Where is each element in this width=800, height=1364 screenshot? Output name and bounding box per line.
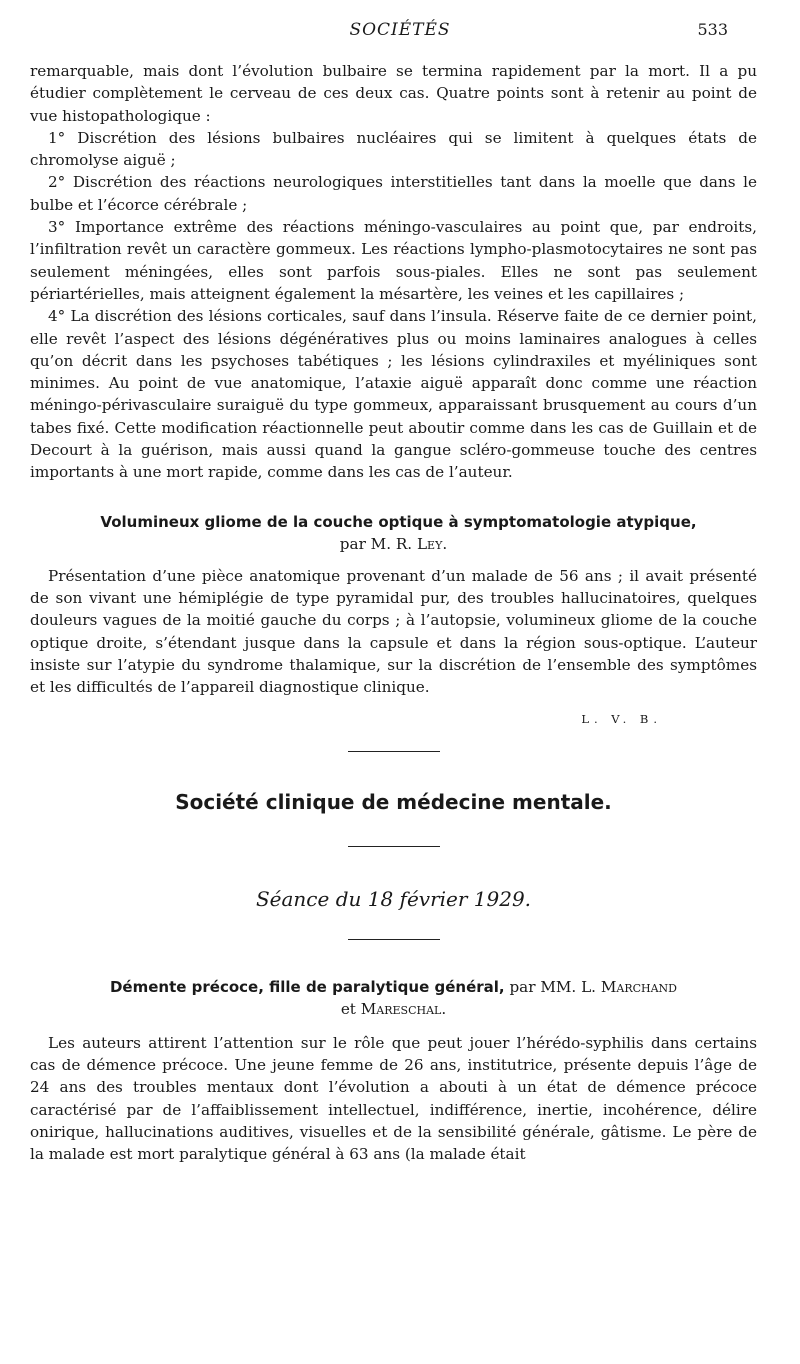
- page-number: 533: [697, 20, 728, 39]
- article-title: Démente précoce, fille de paralytique général,: [109, 977, 505, 996]
- finding-point-4: 4° La discrétion des lésions corticales, sauf dans l’insula. Réserve faite de ce dernier point, elle revêt l’aspect des lésions dégénératives plus ou moins laminaires analogues à celles qu’on décrit dans les psychoses tabétiques ; les lésions cylindraxiles et myéliniques sont minimes. Au point de vue anatomique, l’ataxie aiguë apparaît donc comme une réaction méningo-périvasculaire suraiguë du type gommeux, apparaissant brusquement au cours d’un tabes fixé. Cette modification réactionnelle peut aboutir comme dans les cas de Guillain et de Decourt à la guérison, mais aussi quand la gangue scléro-gommeuse touche des centres importants à une mort rapide, comme dans les cas de l’auteur.: [30, 307, 757, 482]
- running-title: SOCIÉTÉS: [349, 20, 451, 40]
- finding-point-3: 3° Importance extrême des réactions méningo-vasculaires au point que, par endroits, l’infiltration revêt un caractère gommeux. Les réactions lympho-plasmotocytaires ne sont pas seulement méningées, elles sont parfois sous-piales. Elles ne sont pas seulement périartérielles, mais atteignent également la mésartère, les veines et les capillaires ;: [30, 218, 757, 303]
- article-byline: [30, 533, 757, 555]
- author-name: Mareschal.: [360, 999, 447, 1018]
- byline-joiner: et: [340, 999, 361, 1018]
- article-body: Les auteurs attirent l’attention sur le rôle que peut jouer l’hérédo-syphilis dans certains cas de démence précoce. Une jeune femme de 26 ans, institutrice, présente depuis l’âge de 24 ans des troubles mentaux dont l’évolution a abouti à un état de démence précoce caractérisé par de l’affaiblissement intellectuel, indifférence, inertie, incohérence, délire onirique, hallucinations auditives, visuelles et de la sensibilité générale, gâtisme. Le père de la malade est mort paralytique général à 63 ans (la malade était: [30, 1033, 757, 1164]
- byline-prefix: par MM. L.: [504, 977, 601, 996]
- article-body: Présentation d’une pièce anatomique provenant d’un malade de 56 ans ; il avait présenté de son vivant une hémiplégie de type pyramidal pur, des troubles hallucinatoires, quelques douleurs vagues de la moitié gauche du corps ; à l’autopsie, volumineux gliome de la couche optique droite, s’étendant jusque dans la capsule et dans la région sous-optique. L’auteur insiste sur l’atypie du syndrome thalamique, sur la discrétion de l’ensemble des symptômes et les difficultés de l’appareil diagnostique clinique.: [30, 566, 757, 697]
- finding-point-2: 2° Discrétion des réactions neurologiques interstitielles tant dans la moelle que dans le bulbe et l’écorce cérébrale ;: [30, 173, 757, 214]
- author-signature: L. V. B.: [581, 712, 662, 727]
- article-heading: [30, 976, 757, 998]
- session-date: Séance du 18 février 1929.: [255, 886, 532, 911]
- page-body: [30, 60, 757, 1166]
- society-heading: Société clinique de médecine mentale.: [175, 789, 612, 814]
- author-name: Marchand: [600, 977, 678, 996]
- author-name: Ley.: [416, 534, 448, 553]
- finding-point-1: 1° Discrétion des lésions bulbaires nucléaires qui se limitent à quelques états de chromolyse aiguë ;: [30, 128, 757, 170]
- continued-paragraph: remarquable, mais dont l’évolution bulbaire se termina rapidement par la mort. Il a pu étudier complètement le cerveau de ces deux cas. Quatre points sont à retenir au point de vue histopathologique :: [30, 62, 757, 125]
- byline-prefix: par M. R.: [339, 534, 417, 553]
- article-byline: [30, 998, 757, 1020]
- running-header: [0, 20, 800, 44]
- article-title: Volumineux gliome de la couche optique à symptomatologie atypique,: [100, 512, 697, 531]
